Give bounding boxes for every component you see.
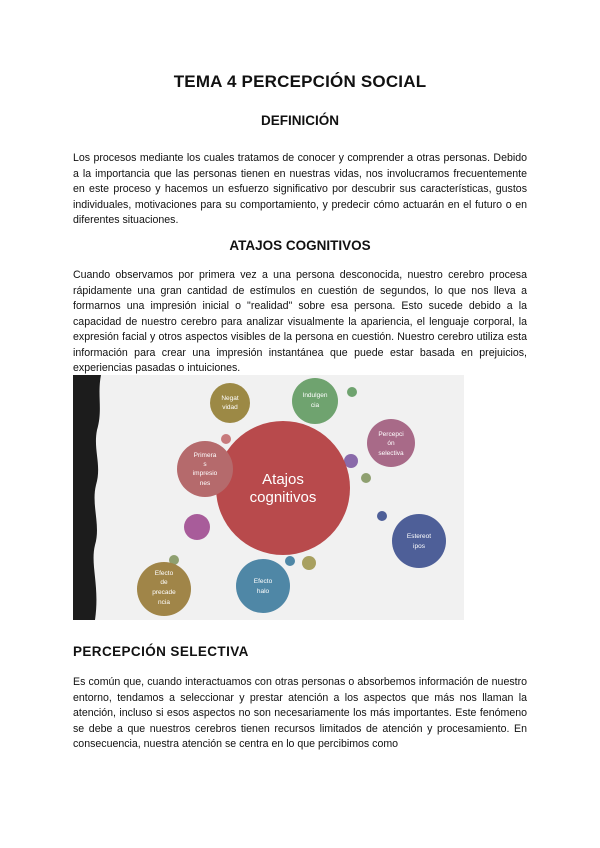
section-body-definicion: Los procesos mediante los cuales tratamos de conocer y comprender a otras personas. Debido a la importancia que las personas tienen en nuestras vidas, nos involucramos frecuentemente en este proceso y hacemos un esfuerzo significativo por descubrir sus características, gustos individuales, motivaciones para su comportamiento, y predecir cómo actuarán en el futuro o en diferentes situaciones. (73, 152, 527, 226)
node-label: nes (199, 480, 211, 487)
left-brush-stroke (73, 375, 101, 620)
node-label: precade (152, 589, 176, 596)
node-efecto-halo (236, 559, 290, 613)
node-label: Percepci (378, 431, 404, 438)
dot (377, 511, 387, 521)
center-label-line1: Atajos (262, 471, 304, 488)
node-label: ón (387, 440, 395, 447)
dot (184, 514, 210, 540)
cognitive-shortcuts-diagram (73, 375, 464, 620)
node-label: Estereot (406, 533, 432, 540)
section-heading-percepcion-selectiva: PERCEPCIÓN SELECTIVA (73, 644, 249, 659)
dot (285, 556, 295, 566)
node-estereotipos (392, 514, 446, 568)
node-efecto-precadencia (137, 562, 191, 616)
node-label: ncia (158, 599, 170, 606)
dot (361, 473, 371, 483)
section-heading-atajos: ATAJOS COGNITIVOS (229, 238, 371, 253)
node-label: impresio (192, 470, 218, 477)
node-label: de (160, 579, 168, 586)
node-label: Primera (193, 452, 217, 459)
node-indulgencia (292, 378, 338, 424)
node-label: selectiva (378, 450, 404, 457)
page-title: TEMA 4 PERCEPCIÓN SOCIAL (173, 72, 427, 91)
section-body-percepcion-selectiva: Es común que, cuando interactuamos con otras personas o absorbemos información de nuestro entorno, tendamos a seleccionar y prestar atención a los aspectos que más nos llaman la atención, incluso si esos aspectos no son necesariamente los más importantes. Este fenómeno se debe a que nuestros cerebros tienen recursos limitados de atención y procesamiento. En consecuencia, nuestra atención se centra en lo que percibimos como (73, 676, 527, 750)
node-label: Negat (221, 395, 239, 402)
section-heading-definicion: DEFINICIÓN (260, 113, 339, 128)
center-label-line2: cognitivos (249, 489, 317, 506)
node-percepcion-selectiva (367, 419, 415, 467)
section-body-atajos: Cuando observamos por primera vez a una persona desconocida, nuestro cerebro procesa rápidamente una gran cantidad de estímulos en cuestión de segundos, lo que nos lleva a formarnos una impresión inicial o "realidad" sobre esa persona. Esto sucede debido a la capacidad de nuestro cerebro para analizar visualmente la apariencia, el lenguaje corporal, la expresión facial y otros aspectos visibles de la persona en cuestión. Nuestro cerebro utiliza esta información para crear una impresión instantánea que puede estar basada en prejuicios, experiencias pasadas o intuiciones. (73, 269, 527, 374)
diagram-svg (73, 375, 464, 620)
dot (221, 434, 231, 444)
node-label: vidad (222, 404, 238, 411)
node-label: Indulgen (302, 392, 328, 399)
node-label: ipos (413, 543, 425, 550)
node-negar-vidad (210, 383, 250, 423)
node-label: s (203, 461, 207, 468)
center-circle (216, 421, 350, 555)
dot (347, 387, 357, 397)
node-primeras-impresiones (177, 441, 233, 497)
node-label: Efecto (253, 578, 273, 585)
dot (302, 556, 316, 570)
node-label: halo (256, 588, 270, 595)
node-label: cia (310, 402, 320, 409)
node-label: Efecto (154, 570, 174, 577)
